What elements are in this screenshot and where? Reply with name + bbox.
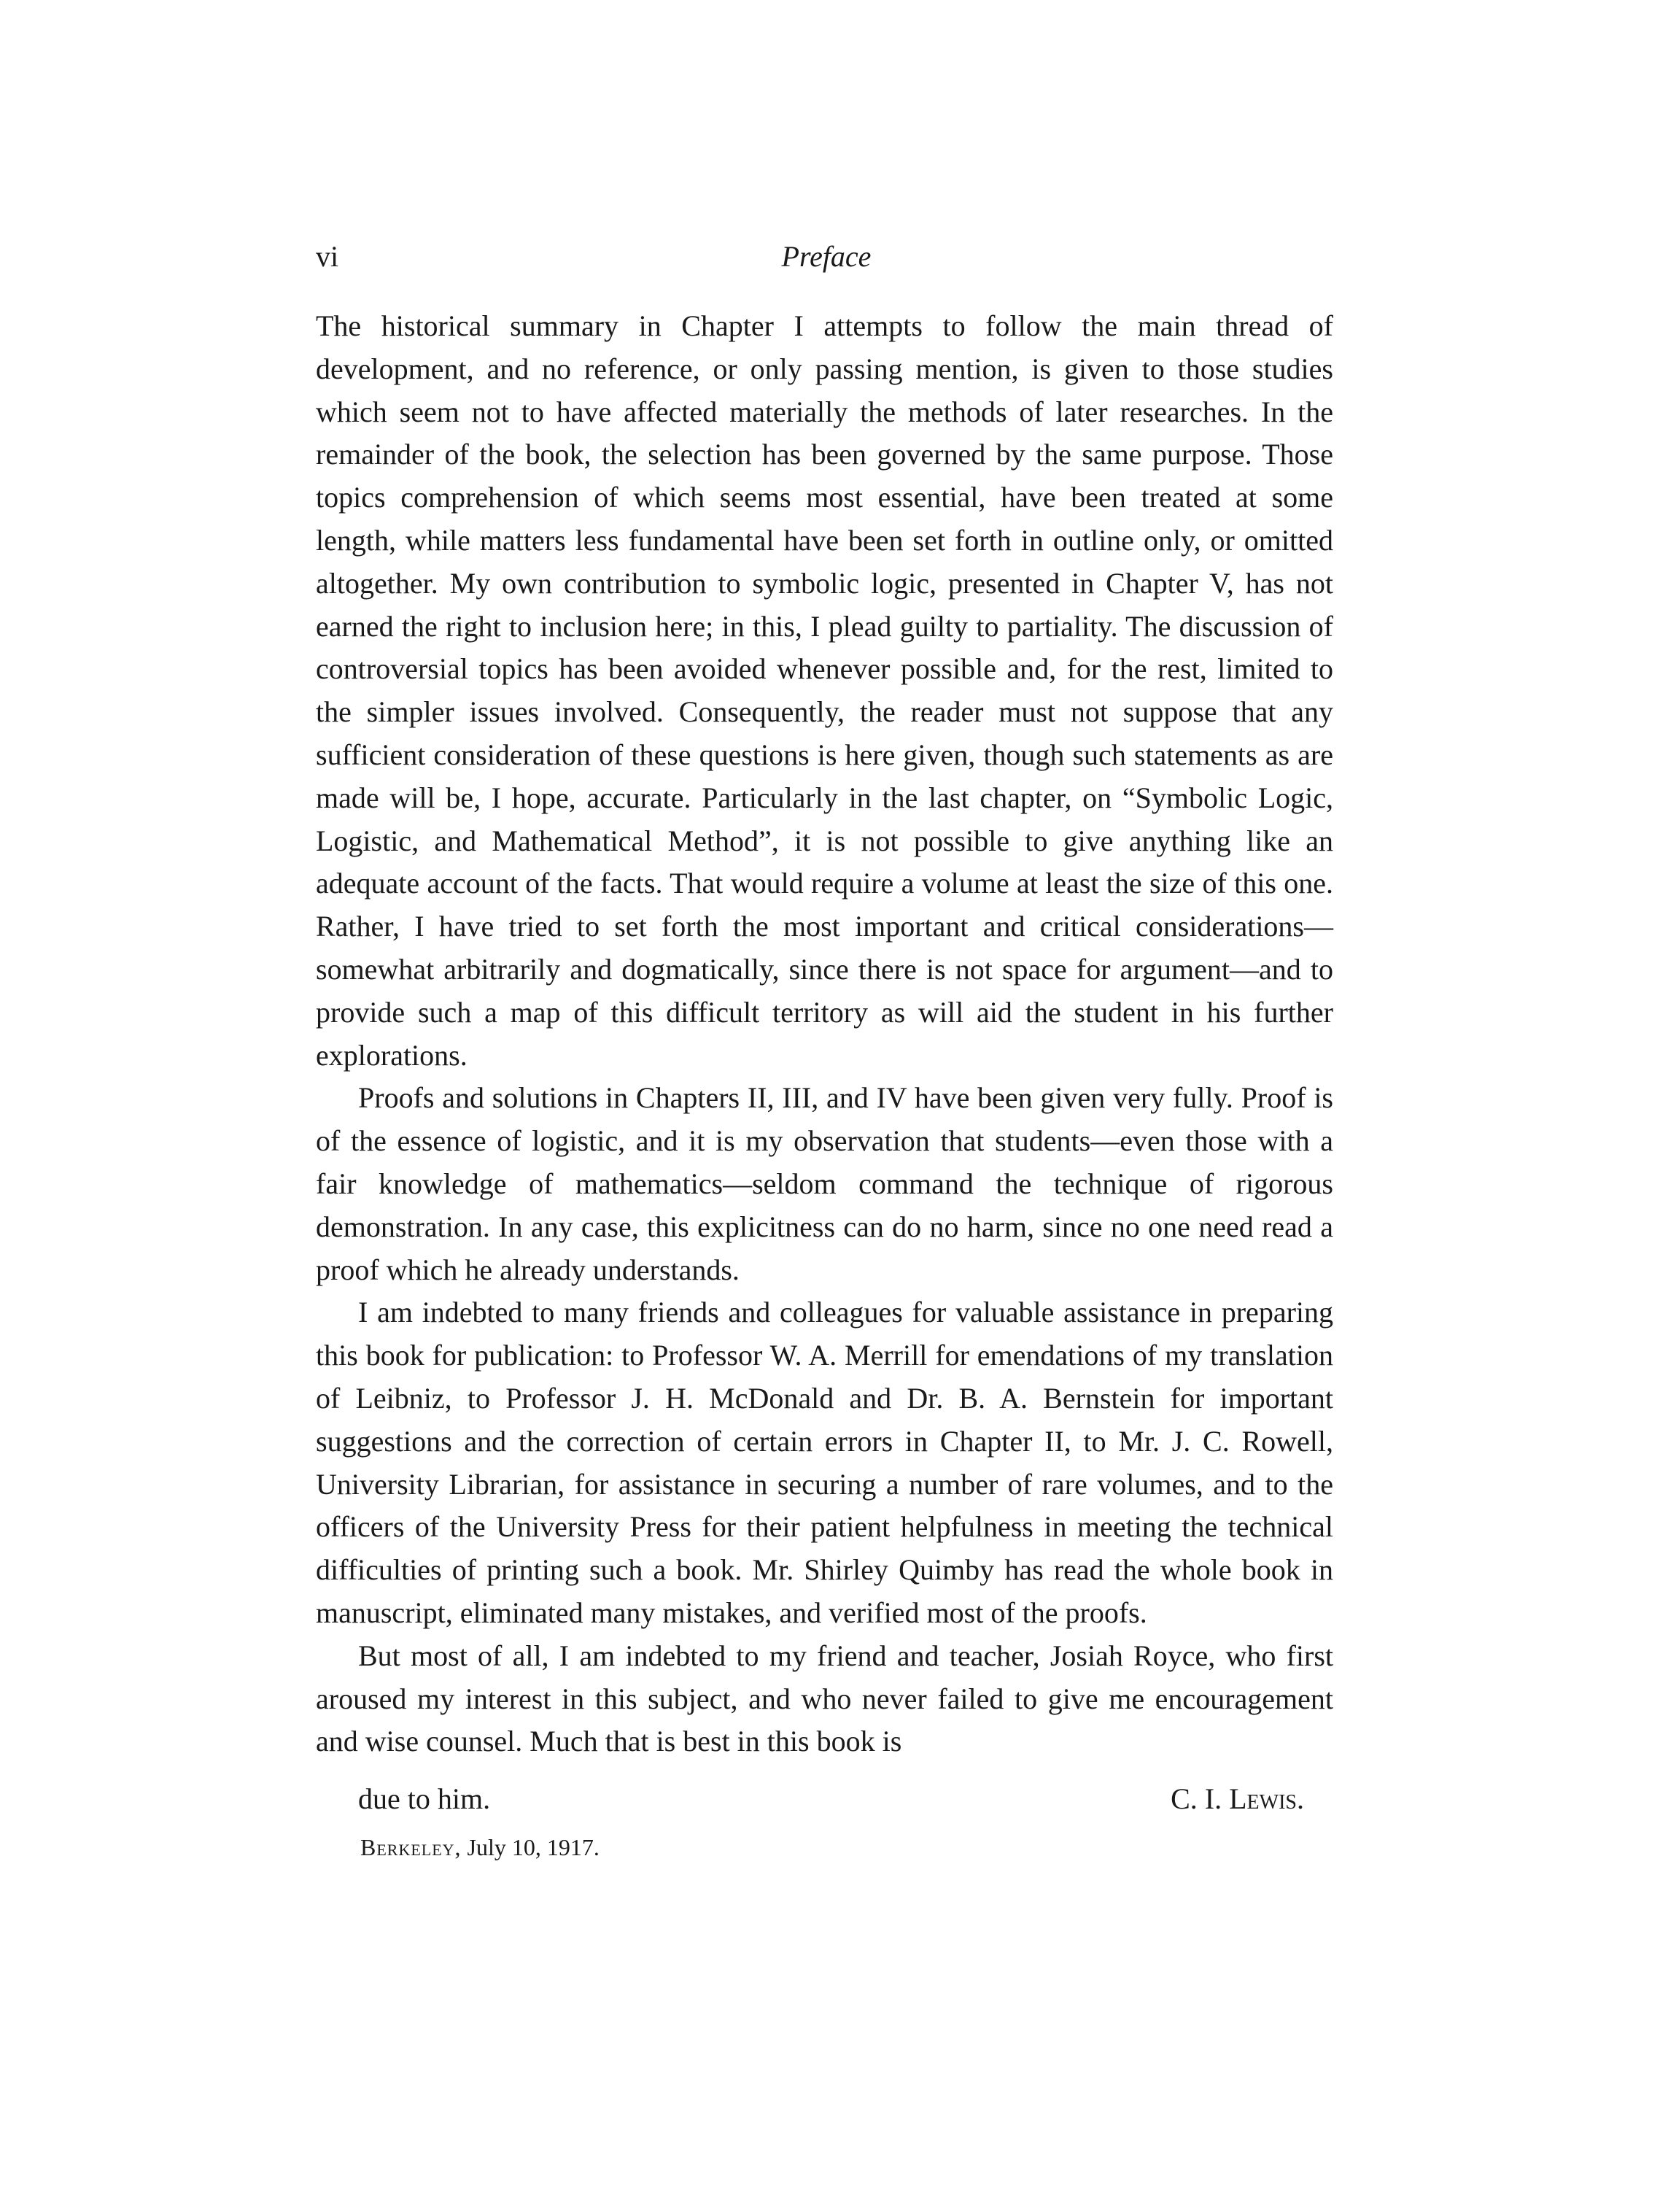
dateline-date: July 10, 1917.	[467, 1834, 600, 1860]
dateline	[360, 1831, 600, 1863]
author-signature: C. I. Lewis.	[1171, 1782, 1304, 1815]
paragraph-proofs: Proofs and solutions in Chapters II, III, and IV have been given very fully. Proof is of the essence of logistic, and it is my observation that students—even those with a fair knowledge of mathematics—seldom command the technique of rigorous demonstration. In any case, this explicitness can do no harm, since no one need read a proof which he already understands.	[316, 1081, 1333, 1286]
paragraph-historical-summary: The historical summary in Chapter I attempts to follow the main thread of development, and no reference, or only passing mention, is given to those studies which seem not to have affected materially the methods of later researches. In the remainder of the book, the selection has been governed by the same purpose. Those topics comprehension of which seems most essential, have been treated at some length, while matters less fundamental have been set forth in outline only, or omitted altogether. My own contribution to symbolic logic, presented in Chapter V, has not earned the right to inclusion here; in this, I plead guilty to partiality. The discussion of controversial topics has been avoided whenever possible and, for the rest, limited to the simpler issues involved. Consequently, the reader must not suppose that any sufficient consideration of these questions is here given, though such statements as are made will be, I hope, accurate. Particularly in the last chapter, on “Symbolic Logic, Logistic, and Mathematical Method”, it is not possible to give anything like an adequate account of the facts. That would require a volume at least the size of this one. Rather, I have tried to set forth the most important and critical considerations—somewhat arbitrarily and dogmatically, since there is not space for argument—and to provide such a map of this difficult territory as will aid the student in his further explorations.	[316, 309, 1333, 1072]
paragraph-acknowledgements: I am indebted to many friends and colleagues for valuable assistance in preparing this book for publication: to Professor W. A. Merrill for emendations of my translation of Leibniz, to Professor J. H. McDonald and Dr. B. A. Bernstein for important suggestions and the correction of certain errors in Chapter II, to Mr. J. C. Rowell, University Librarian, for assistance in securing a number of rare volumes, and to the officers of the University Press for their patient helpfulness in meeting the technical difficulties of printing such a book. Mr. Shirley Quimby has read the whole book in manuscript, eliminated many mistakes, and verified most of the proofs.	[316, 1296, 1333, 1629]
page-header	[316, 235, 1337, 279]
running-head: Preface	[781, 240, 872, 273]
preface-body	[316, 305, 1333, 1763]
page-number: vi	[316, 240, 339, 273]
paragraph-royce: But most of all, I am indebted to my friend and teacher, Josiah Royce, who first aroused my interest in this subject, and who never failed to give me encouragement and wise counsel. Much that is best in this book is	[316, 1639, 1333, 1758]
closing-block	[316, 1763, 1333, 1821]
dateline-place: Berkeley,	[360, 1834, 462, 1860]
closing-line	[316, 1763, 1333, 1821]
final-line: due to him.	[358, 1782, 491, 1815]
